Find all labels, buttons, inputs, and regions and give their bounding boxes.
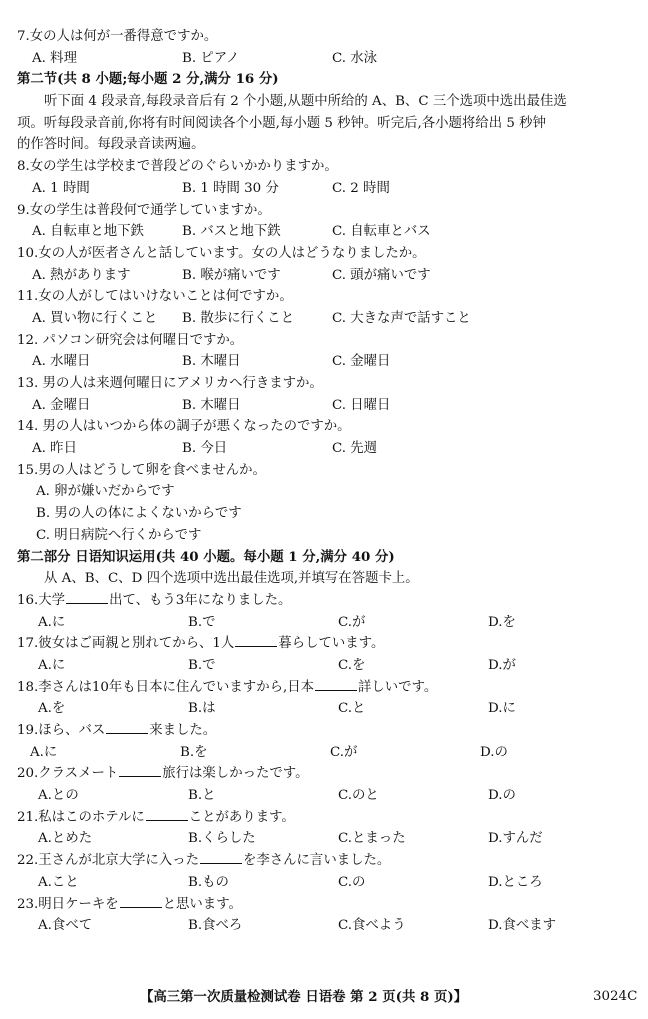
- answer-option: A. 料理: [32, 50, 77, 66]
- answer-blank: [66, 591, 108, 604]
- answer-option: C. 先週: [332, 441, 378, 457]
- answer-options-row: [0, 915, 648, 937]
- answer-option: B.で: [188, 614, 216, 630]
- question-text-before-blank: 16.大学: [17, 592, 66, 608]
- answer-blank: [119, 764, 161, 777]
- answer-options-row: [0, 438, 648, 460]
- question-text-after-blank: 出て、もう3年になりました。: [109, 592, 292, 608]
- question-text-after-blank: ことがあります。: [188, 809, 295, 825]
- answer-option: D.の: [488, 788, 516, 804]
- answer-option: C.と: [338, 701, 366, 717]
- instruction-text: 的作答时间。每段录音读两遍。: [17, 137, 205, 153]
- answer-option: C. 日曜日: [332, 397, 391, 413]
- question-text-after-blank: 詳しいです。: [358, 679, 438, 695]
- answer-option: C.が: [330, 744, 358, 760]
- question-text-after-blank: と思います。: [162, 896, 242, 912]
- answer-options-row: [0, 395, 648, 417]
- answer-option: D.に: [488, 701, 516, 717]
- answer-options-row: [0, 828, 648, 850]
- answer-options-row: [0, 655, 648, 677]
- answer-option: A.とめた: [38, 831, 93, 847]
- answer-option: A. 1 時間: [32, 180, 90, 196]
- answer-option: C.とまった: [338, 831, 406, 847]
- answer-option: C. 自転車とバス: [332, 224, 431, 240]
- fill-blank-question: [0, 850, 648, 872]
- answer-option: A. 金曜日: [32, 397, 91, 413]
- question-text: 13. 男の人は来週何曜日にアメリカへ行きますか。: [17, 376, 323, 391]
- answer-option: B.くらした: [188, 831, 256, 847]
- answer-option: B. 1 時間 30 分: [182, 180, 279, 196]
- answer-option: A. 買い物に行くこと: [32, 310, 158, 326]
- section-heading: 第二节(共 8 小题;每小题 2 分,满分 16 分): [17, 71, 279, 88]
- answer-options-row: [0, 698, 648, 720]
- answer-blank: [120, 895, 162, 908]
- question-text-before-blank: 18.李さんは10年も日本に住んでいますから,日本: [17, 679, 315, 695]
- answer-options-row: [0, 612, 648, 634]
- question-text-after-blank: 旅行は楽しかったです。: [162, 766, 309, 782]
- answer-option: B.と: [188, 788, 216, 804]
- answer-options-row: [0, 178, 648, 200]
- question-text: 12. パソコン研究会は何曜日ですか。: [17, 332, 244, 348]
- answer-option: D.の: [480, 744, 508, 760]
- answer-option: C.のと: [338, 788, 379, 804]
- answer-option: A. 卵が嫌いだからです: [36, 484, 175, 500]
- answer-option: D.ところ: [488, 874, 543, 890]
- answer-option: B. バスと地下鉄: [182, 224, 281, 240]
- answer-option: B.は: [188, 701, 216, 717]
- answer-options-row: [0, 785, 648, 807]
- footer-title: 【高三第一次质量检测试卷 日语卷 第 2 页(共 8 页)】: [140, 989, 468, 1005]
- fill-blank-question: [0, 763, 648, 785]
- exam-page-content: [0, 26, 648, 937]
- answer-option: A. 自転車と地下鉄: [32, 224, 144, 240]
- question-text-before-blank: 23.明日ケーキを: [17, 896, 119, 912]
- answer-option: C. 頭が痛いです: [332, 267, 431, 283]
- answer-option: C.が: [338, 614, 366, 630]
- answer-option: A.に: [38, 614, 66, 630]
- answer-option: C.食べよう: [338, 918, 406, 934]
- section-heading: 第二部分 日语知识运用(共 40 小题。每小题 1 分,满分 40 分): [17, 548, 395, 565]
- fill-blank-question: [0, 807, 648, 829]
- answer-blank: [235, 634, 277, 647]
- fill-blank-question: [0, 677, 648, 699]
- question-text-before-blank: 19.ほら、バス: [17, 723, 106, 738]
- answer-option: D.食べます: [488, 918, 557, 934]
- question-text-before-blank: 21.私はこのホテルに: [17, 809, 145, 825]
- answer-option: C. 2 時間: [332, 180, 390, 196]
- question-text: 14. 男の人はいつから体の調子が悪くなったのですか。: [17, 419, 351, 435]
- answer-option: B.で: [188, 657, 216, 673]
- answer-option: B. 木曜日: [182, 354, 241, 370]
- answer-option: B. 散歩に行くこと: [182, 310, 295, 326]
- answer-option: B. 木曜日: [182, 397, 241, 413]
- footer-code: 3024C: [593, 989, 638, 1004]
- instruction-text: 项。听每段录音前,你将有时间阅读各个小题,每小题 5 秒钟。听完后,各小题将给出 5 秒钟: [17, 115, 546, 131]
- answer-option: A. 昨日: [32, 441, 77, 457]
- question-text: 9.女の学生は普段何で通学していますか。: [17, 202, 271, 218]
- answer-option: B. 喉が痛いです: [182, 267, 281, 283]
- answer-option: C. 水泳: [332, 50, 378, 66]
- answer-option: A.食べて: [38, 918, 93, 934]
- fill-blank-question: [0, 633, 648, 655]
- question-text-after-blank: を李さんに言いました。: [242, 853, 391, 869]
- answer-option: D.が: [488, 657, 516, 673]
- answer-options-row: [0, 221, 648, 243]
- answer-options-row: [0, 872, 648, 894]
- answer-option: A. 水曜日: [32, 354, 91, 370]
- answer-option: B.を: [180, 744, 208, 760]
- answer-option: A.に: [30, 744, 58, 760]
- answer-option: A.を: [38, 701, 66, 717]
- answer-option: B. 男の人の体によくないからです: [36, 506, 242, 522]
- answer-option: B. ピアノ: [182, 50, 240, 66]
- answer-blank: [315, 678, 357, 691]
- question-text-after-blank: 来ました。: [149, 723, 217, 738]
- question-text: 8.女の学生は学校まで普段どのぐらいかかりますか。: [17, 159, 338, 175]
- answer-options-row: [0, 308, 648, 330]
- answer-option: B.食べろ: [188, 918, 243, 934]
- answer-blank: [146, 808, 188, 821]
- answer-option: B.もの: [188, 874, 229, 890]
- page-footer: [0, 987, 648, 1007]
- fill-blank-question: [0, 894, 648, 916]
- answer-option: C.を: [338, 657, 366, 673]
- answer-option: A. 熱があります: [32, 267, 131, 283]
- question-text-before-blank: 20.クラスメート: [17, 766, 119, 782]
- answer-option: A.こと: [38, 874, 79, 890]
- question-text: 10.女の人が医者さんと話しています。女の人はどうなりましたか。: [17, 245, 426, 261]
- instruction-text: 从 A、B、C、D 四个选项中选出最佳选项,并填写在答题卡上。: [44, 571, 419, 587]
- answer-options-row: [0, 265, 648, 287]
- fill-blank-question: [0, 590, 648, 612]
- answer-options-row: [0, 742, 648, 764]
- answer-option: B. 今日: [182, 441, 228, 457]
- answer-option: A.との: [38, 788, 79, 804]
- question-text: 7.女の人は何が一番得意ですか。: [17, 29, 218, 44]
- instruction-text: 听下面 4 段录音,每段录音后有 2 个小题,从题中所给的 A、B、C 三个选项中选出最佳选: [44, 94, 567, 110]
- question-text-before-blank: 22.王さんが北京大学に入った: [17, 853, 199, 869]
- answer-option: A.に: [38, 657, 66, 673]
- answer-options-row: [0, 351, 648, 373]
- question-text: 15.男の人はどうして卵を食べませんか。: [17, 462, 266, 478]
- answer-option: C.の: [338, 874, 366, 890]
- answer-blank: [200, 851, 242, 864]
- answer-blank: [106, 721, 148, 734]
- answer-option: D.を: [488, 614, 516, 630]
- answer-options-row: [0, 48, 648, 70]
- answer-option: D.すんだ: [488, 831, 543, 847]
- answer-option: C. 金曜日: [332, 354, 391, 370]
- question-text: 11.女の人がしてはいけないことは何ですか。: [17, 289, 293, 305]
- answer-option: C. 大きな声で話すこと: [332, 310, 471, 326]
- answer-option: C. 明日病院へ行くからです: [36, 527, 202, 543]
- question-text-before-blank: 17.彼女はご両親と別れてから、1人: [17, 636, 235, 652]
- question-text-after-blank: 暮らしています。: [278, 636, 385, 652]
- fill-blank-question: [0, 720, 648, 742]
